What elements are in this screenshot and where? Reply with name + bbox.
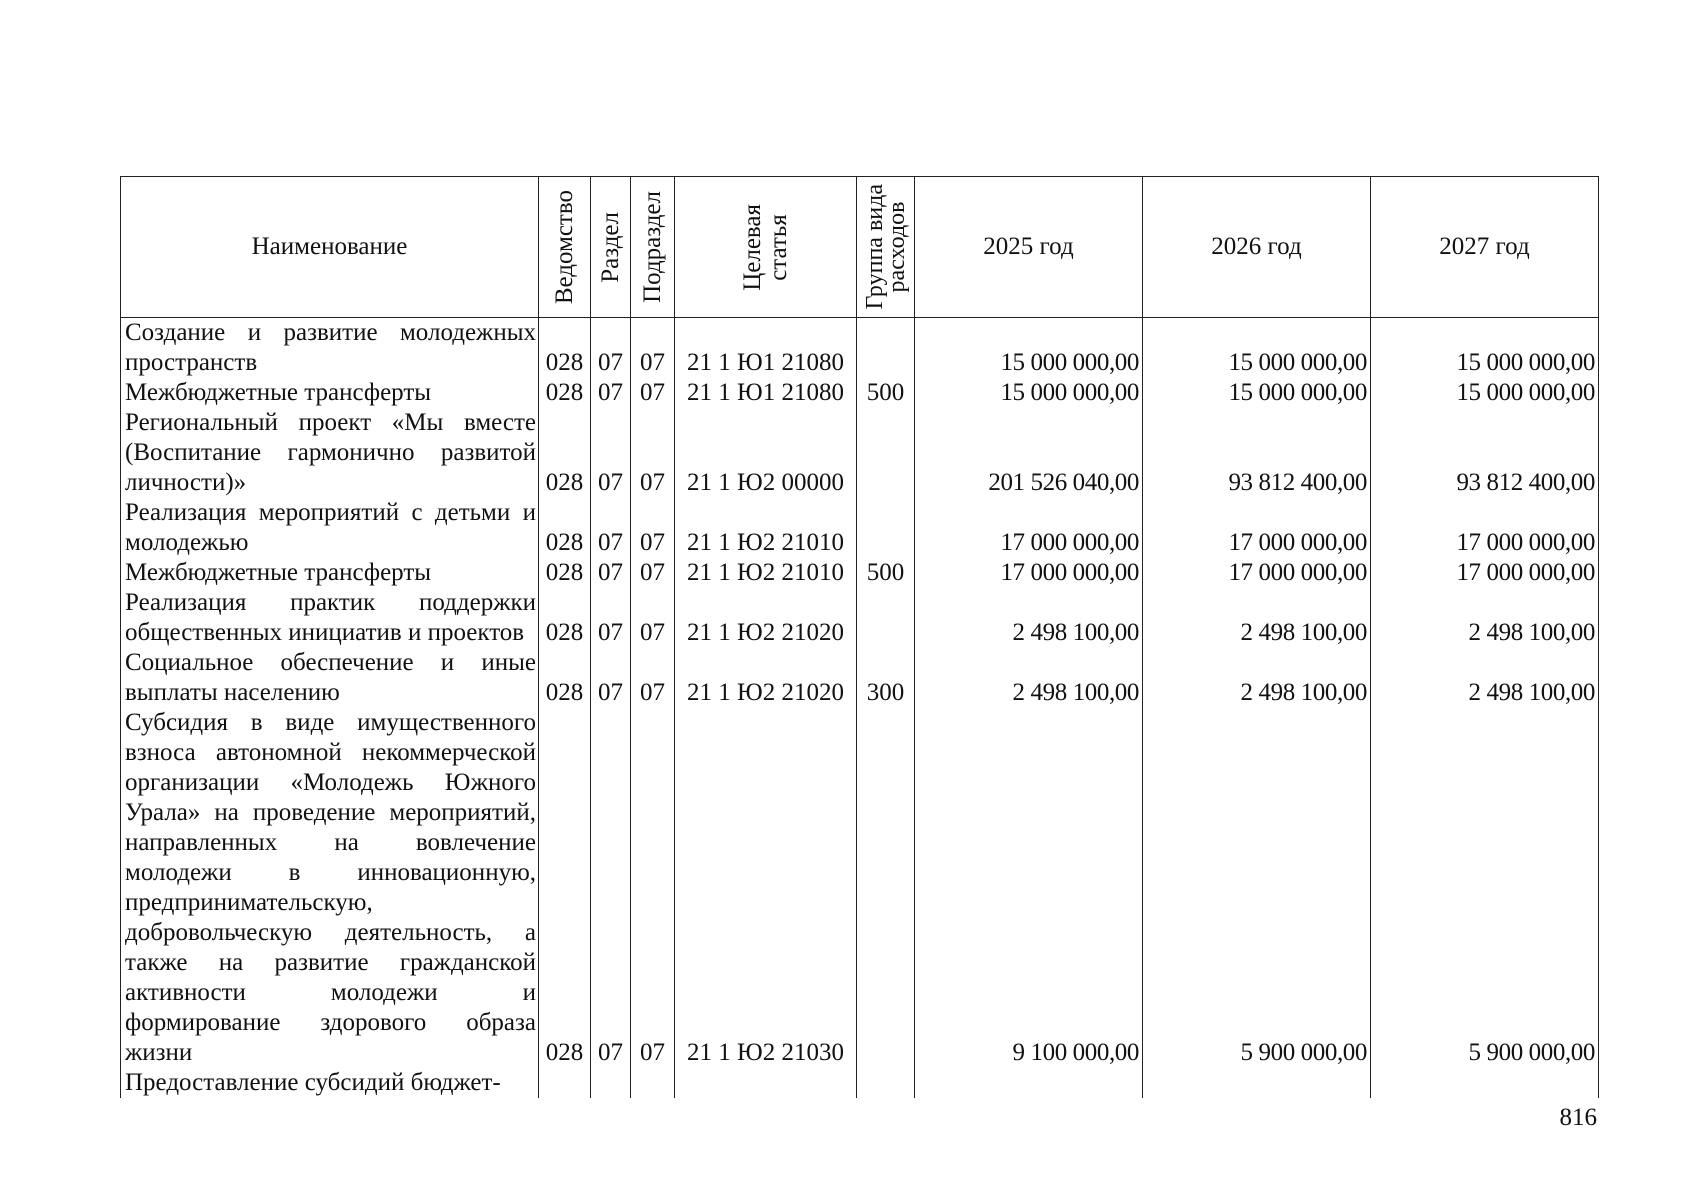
row-razdel: 07: [591, 588, 631, 648]
row-amount-2025: [915, 1068, 1143, 1098]
row-expense-group: [857, 408, 915, 498]
row-name: Реализация мероприятий с детьми и молодежью: [121, 498, 539, 558]
row-expense-group: [857, 1068, 915, 1098]
row-amount-2026: 2 498 100,00: [1143, 588, 1371, 648]
row-amount-2026: 2 498 100,00: [1143, 648, 1371, 708]
row-amount-2027: [1371, 1068, 1599, 1098]
row-vedomstvo: 028: [539, 648, 591, 708]
table-row: [121, 1068, 1599, 1098]
row-name: Создание и развитие молодежных пространств: [121, 318, 539, 379]
row-podrazdel: 07: [631, 648, 675, 708]
header-vedomstvo: Ведомство: [539, 177, 591, 318]
row-amount-2025: 17 000 000,00: [915, 498, 1143, 558]
row-target-article: 21 1 Ю2 21020: [675, 648, 857, 708]
row-amount-2026: 5 900 000,00: [1143, 708, 1371, 1068]
row-target-article: 21 1 Ю2 21030: [675, 708, 857, 1068]
table-row: [121, 588, 1599, 648]
row-name: Межбюджетные трансферты: [121, 378, 539, 408]
header-podrazdel: Подраздел: [631, 177, 675, 318]
table-row: [121, 558, 1599, 588]
row-razdel: 07: [591, 408, 631, 498]
table-header: [121, 177, 1599, 318]
row-razdel: 07: [591, 498, 631, 558]
row-razdel: 07: [591, 648, 631, 708]
row-amount-2027: 17 000 000,00: [1371, 498, 1599, 558]
header-target-article: Целевая статья: [675, 177, 857, 318]
row-amount-2026: 93 812 400,00: [1143, 408, 1371, 498]
budget-table: [120, 176, 1599, 1098]
row-amount-2026: [1143, 1068, 1371, 1098]
row-razdel: 07: [591, 378, 631, 408]
row-expense-group: 300: [857, 648, 915, 708]
row-amount-2026: 15 000 000,00: [1143, 318, 1371, 379]
row-amount-2027: 93 812 400,00: [1371, 408, 1599, 498]
table-row: [121, 498, 1599, 558]
row-podrazdel: 07: [631, 588, 675, 648]
row-razdel: 07: [591, 558, 631, 588]
row-razdel: [591, 1068, 631, 1098]
row-vedomstvo: 028: [539, 318, 591, 379]
row-amount-2027: 2 498 100,00: [1371, 648, 1599, 708]
row-amount-2027: 5 900 000,00: [1371, 708, 1599, 1068]
row-vedomstvo: 028: [539, 708, 591, 1068]
row-target-article: [675, 1068, 857, 1098]
row-amount-2027: 15 000 000,00: [1371, 378, 1599, 408]
row-vedomstvo: 028: [539, 408, 591, 498]
row-name: Социальное обеспечение и иные выплаты населению: [121, 648, 539, 708]
row-expense-group: [857, 318, 915, 379]
header-name: Наименование: [121, 177, 539, 318]
row-razdel: 07: [591, 318, 631, 379]
row-amount-2027: 17 000 000,00: [1371, 558, 1599, 588]
row-amount-2025: 15 000 000,00: [915, 378, 1143, 408]
row-amount-2025: 15 000 000,00: [915, 318, 1143, 379]
row-vedomstvo: [539, 1068, 591, 1098]
table-row: [121, 408, 1599, 498]
row-name: Предоставление субсидий бюджет-: [121, 1068, 539, 1098]
row-podrazdel: 07: [631, 498, 675, 558]
table-row: [121, 378, 1599, 408]
row-amount-2027: 15 000 000,00: [1371, 318, 1599, 379]
row-amount-2026: 17 000 000,00: [1143, 558, 1371, 588]
header-year-2026: 2026 год: [1143, 177, 1371, 318]
row-target-article: 21 1 Ю2 21020: [675, 588, 857, 648]
row-target-article: 21 1 Ю2 21010: [675, 498, 857, 558]
row-vedomstvo: 028: [539, 588, 591, 648]
row-podrazdel: 07: [631, 558, 675, 588]
row-podrazdel: 07: [631, 318, 675, 379]
row-razdel: 07: [591, 708, 631, 1068]
row-target-article: 21 1 Ю1 21080: [675, 318, 857, 379]
row-amount-2027: 2 498 100,00: [1371, 588, 1599, 648]
table-body: [121, 318, 1599, 1099]
row-amount-2025: 17 000 000,00: [915, 558, 1143, 588]
table-row: [121, 708, 1599, 1068]
row-target-article: 21 1 Ю2 00000: [675, 408, 857, 498]
row-vedomstvo: 028: [539, 498, 591, 558]
row-expense-group: 500: [857, 378, 915, 408]
row-expense-group: [857, 498, 915, 558]
row-name: Субсидия в виде имущественного взноса автономной некоммерческой организации «Молодежь Южного Урала» на проведение мероприятий, направленных на вовлечение молодежи в инновационную, предпринимательскую, добровольческую деятельность, а также на развитие гражданской активности молодежи и формирование здорового образа жизни: [121, 708, 539, 1068]
row-target-article: 21 1 Ю2 21010: [675, 558, 857, 588]
header-year-2027: 2027 год: [1371, 177, 1599, 318]
table-row: [121, 318, 1599, 379]
row-podrazdel: [631, 1068, 675, 1098]
header-year-2025: 2025 год: [915, 177, 1143, 318]
row-vedomstvo: 028: [539, 378, 591, 408]
table-row: [121, 648, 1599, 708]
row-name: Реализация практик поддержки общественных инициатив и проектов: [121, 588, 539, 648]
row-vedomstvo: 028: [539, 558, 591, 588]
row-amount-2025: 9 100 000,00: [915, 708, 1143, 1068]
row-podrazdel: 07: [631, 408, 675, 498]
row-expense-group: [857, 708, 915, 1068]
row-amount-2025: 2 498 100,00: [915, 648, 1143, 708]
header-razdel: Раздел: [591, 177, 631, 318]
row-expense-group: [857, 588, 915, 648]
row-name: Региональный проект «Мы вместе (Воспитание гармонично развитой личности)»: [121, 408, 539, 498]
row-expense-group: 500: [857, 558, 915, 588]
row-podrazdel: 07: [631, 378, 675, 408]
row-amount-2026: 15 000 000,00: [1143, 378, 1371, 408]
row-name: Межбюджетные трансферты: [121, 558, 539, 588]
row-amount-2026: 17 000 000,00: [1143, 498, 1371, 558]
page-number: 816: [1559, 1104, 1597, 1131]
header-expense-group: Группа вида расходов: [857, 177, 915, 318]
row-amount-2025: 201 526 040,00: [915, 408, 1143, 498]
row-podrazdel: 07: [631, 708, 675, 1068]
row-amount-2025: 2 498 100,00: [915, 588, 1143, 648]
row-target-article: 21 1 Ю1 21080: [675, 378, 857, 408]
